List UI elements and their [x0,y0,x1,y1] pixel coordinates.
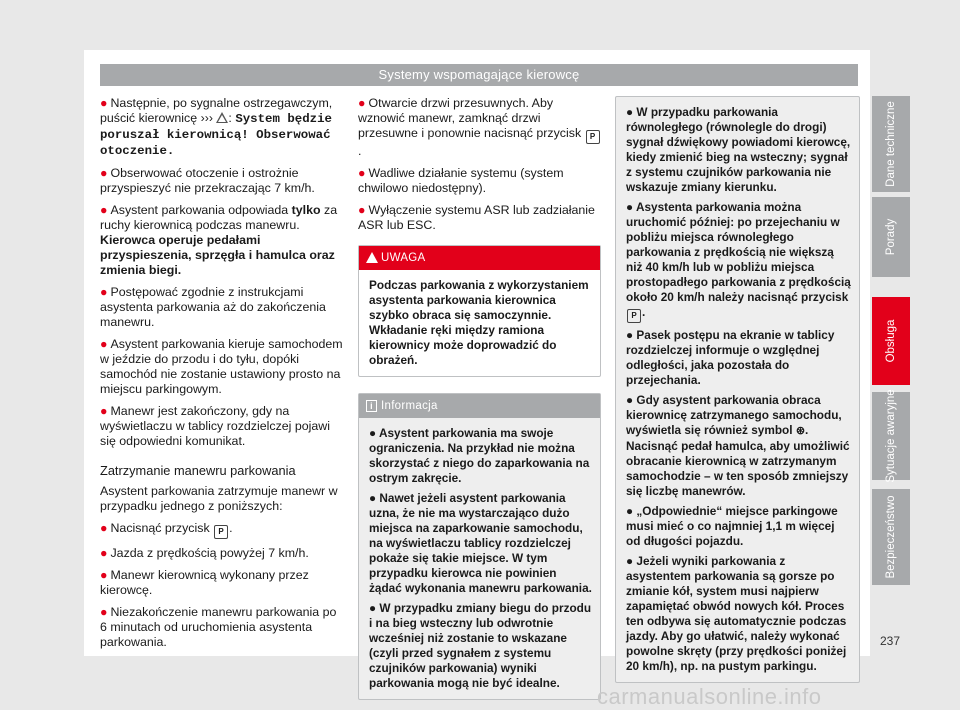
bullet-icon: ● [369,601,380,615]
warning-box-header: UWAGA [359,246,600,270]
bullet-icon: ● [100,546,108,560]
list-item: ● Otwarcie drzwi przesuwnych. Aby wznowić manewr, zamknąć drzwi przesuwne i ponownie nacisnąć przycisk P. [358,96,601,159]
steering-wheel-icon: ⊛ [795,425,806,437]
park-assist-button-icon: P [627,309,641,323]
list-item: ● W przypadku parkowania równoległego (równolegle do drogi) sygnał dźwiękowy powiadomi kierowcę, kiedy zmienić bieg na wsteczny; sygnał z systemu czujników parkowania nie wskazuje zmiany kierunku. [626,105,851,194]
list-item: ● W przypadku zmiany biegu do przodu i na bieg wsteczny lub odwrotnie wcześniej niż zostanie to wskazane (czyli przed sygnałem z systemu czujników parkowania) wyniki parkowania mogą nie być idealne. [369,601,592,690]
bullet-icon: ● [100,521,108,535]
info-box-header: i Informacja [359,394,600,418]
list-item: ● Wyłączenie systemu ASR lub zadziałanie ASR lub ESC. [358,203,595,232]
bullet-icon: ● [100,568,108,582]
warning-box-text: Podczas parkowania z wykorzystaniem asystenta parkowania kierownica szybko obraca się samoczynnie. Wkładanie ręki między ramiona kierownicy może doprowadzić do obrażeń. [369,278,589,367]
bullet-icon: ● [358,203,366,217]
list-item: ● Manewr kierownicą wykonany przez kierowcę. [100,568,309,597]
list-item: ● Gdy asystent parkowania obraca kierownicę zatrzymanego samochodu, wyświetla się również symbol ⊛. Nacisnąć pedał hamulca, aby umożliwić obracanie kierownicą w zatrzymanym samochodzie – w ten sposób zmniejszy się liczbę manewrów. [626,393,850,498]
list-item: ● „Odpowiednie“ miejsce parkingowe musi mieć o co najmniej 1,1 m więcej od długości pojazdu. [626,504,838,548]
tab-obsluga[interactable]: Obsługa [872,297,910,385]
warning-box [358,245,601,377]
page-header: Systemy wspomagające kierowcę [100,64,858,86]
list-item: ● Postępować zgodnie z instrukcjami asystenta parkowania aż do zakończenia manewru. [100,285,326,329]
list-item: ● Jazda z prędkością powyżej 7 km/h. [100,546,309,560]
bullet-icon: ● [626,504,637,518]
column-right [615,96,860,683]
tab-bezpieczenstwo[interactable]: Bezpieczeństwo [872,489,910,585]
tab-sytuacje-awaryjne[interactable]: Sytuacje awaryjne [872,392,910,480]
list-item: ● Asystent parkowania odpowiada tylko za ruchy kierownicą podczas manewru. Kierowca operuje pedałami przyspieszenia, sprzęgła i hamulca oraz zmienia biegi. [100,203,338,277]
bullet-icon: ● [626,393,637,407]
info-box [358,393,601,700]
list-item: ● Asystent parkowania kieruje samochodem w jeździe do przodu i do tyłu, dopóki samochód nie zostanie ustawiony prosto na miejscu parkingowym. [100,337,343,396]
list-item: ● Asystenta parkowania można uruchomić później: po przejechaniu w pobliżu miejsca równoległego parkowania z prędkością nie większą niż 40 km/h lub w pobliżu miejsca prostopadłego parkowania z prędkością około 20 km/h należy nacisnąć przycisk P . [626,200,851,323]
bullet-icon: ● [100,285,108,299]
list-item: ● Niezakończenie manewru parkowania po 6 minutach od uruchomienia asystenta parkowania. [100,605,337,649]
bullet-icon: ● [100,203,108,217]
warning-icon [216,112,228,123]
info-box-body [359,418,600,699]
bullet-icon: ● [100,337,108,351]
list-item: ● Obserwować otoczenie i ostrożnie przyspieszyć nie przekraczając 7 km/h. [100,166,315,195]
info-box-continued [615,96,860,683]
list-item: ● Manewr jest zakończony, gdy na wyświetlaczu w tablicy rozdzielczej pojawi się odpowiedni komunikat. [100,404,330,448]
bullet-icon: ● [100,605,108,619]
section-heading: Zatrzymanie manewru parkowania [100,463,296,478]
bullet-icon: ● [100,404,108,418]
warning-icon [366,252,378,263]
column-middle [358,96,601,700]
list-item: ● Nacisnąć przycisk P . [100,521,343,539]
list-item: ● Następnie, po sygnalne ostrzegawczym, puścić kierownicę ››› : System będzie poruszał kierownicą! Obserwować otoczenie. [100,96,333,158]
bullet-icon: ● [626,328,637,342]
tab-dane-techniczne[interactable]: Dane techniczne [872,96,910,192]
bullet-icon: ● [626,200,636,214]
display-message: System będzie poruszał kierownicą! Obserwować otoczenie. [100,112,332,158]
list-item: ● Pasek postępu na ekranie w tablicy rozdzielczej informuje o względnej odległości, jaka pozostała do przejechania. [626,328,835,387]
park-assist-button-icon: P [214,525,228,539]
bullet-icon: ● [369,491,380,505]
reference-link[interactable]: ››› [200,111,213,125]
section-intro: Asystent parkowania zatrzymuje manewr w przypadku jednego z poniższych: [100,484,338,513]
bullet-icon: ● [358,166,366,180]
bullet-icon: ● [100,96,108,110]
list-item: ● Asystent parkowania ma swoje ograniczenia. Na przykład nie można skorzystać z niego do zaparkowania na ostrym zakręcie. [369,426,590,485]
list-item: ● Wadliwe działanie systemu (system chwilowo niedostępny). [358,166,564,195]
bullet-icon: ● [100,166,108,180]
list-item: ● Nawet jeżeli asystent parkowania uzna, że nie ma wystarczająco dużo miejsca na zaparkowanie samochodu, na wyświetlaczu tablicy rozdzielczej pokaże się takie miejsce. W tym przypadku kierowca nie powinien żądać wykonania manewru parkowania. [369,491,592,595]
watermark: carmanualsonline.info [597,684,822,709]
bullet-icon: ● [626,554,637,568]
park-assist-button-icon: P [586,130,600,144]
page-number: 237 [879,634,901,648]
info-icon: i [366,400,377,412]
tab-porady[interactable]: Porady [872,197,910,277]
bullet-icon: ● [626,105,637,119]
column-left [100,96,343,657]
bullet-icon: ● [369,426,379,440]
list-item: ● Jeżeli wyniki parkowania z asystentem parkowania są gorsze po zmianie kół, system musi najpierw zapamiętać obwód nowych kół. Proces ten odbywa się automatycznie podczas jazdy. Aby go ułatwić, należy wykonać powolne skręty (przy prędkości poniżej 20 km/h), np. na pustym parkingu. [626,554,847,673]
bullet-icon: ● [358,96,366,110]
